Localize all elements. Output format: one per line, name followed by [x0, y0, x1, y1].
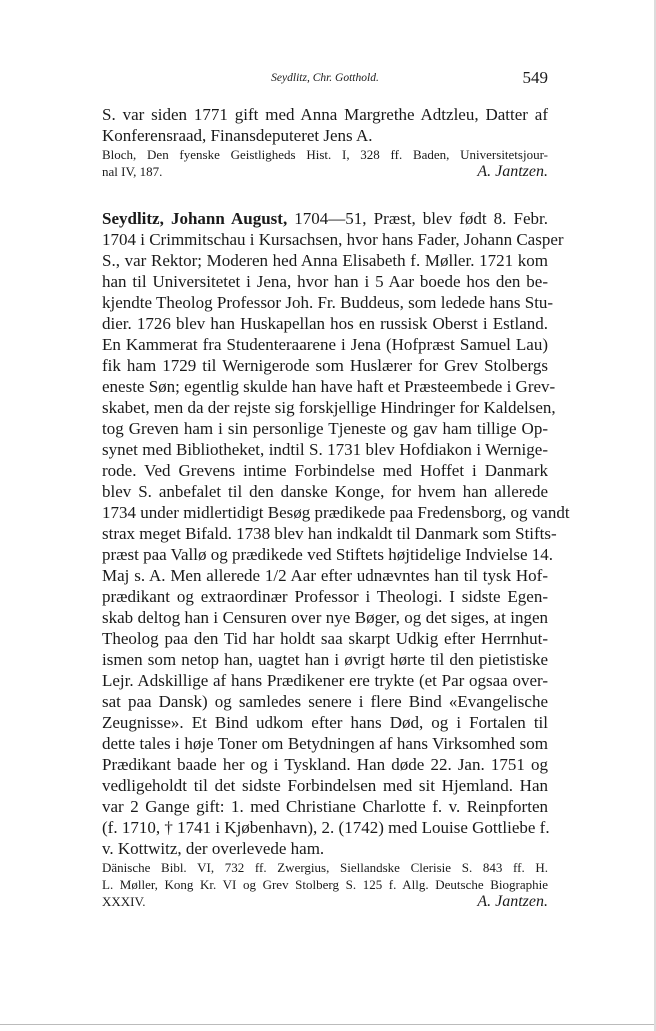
reference-line: Bloch, Den fyenske Geistligheds Hist. I, 328 ff. Baden, Universitetsjour-	[102, 147, 548, 162]
entry-first-line-rest: 1704—51, Præst, blev født 8. Febr.	[287, 209, 548, 228]
text-line: Konferensraad, Finansdeputeret Jens A.	[102, 126, 373, 145]
text-line: En Kammerat fra Studenteraarene i Jena (Hofpræst Samuel Lau)	[102, 335, 548, 354]
text-line: (f. 1710, † 1741 i Kjøbenhavn), 2. (1742) med Louise Gottliebe f.	[102, 818, 550, 837]
bottom-rule	[0, 1024, 656, 1025]
reference-row	[102, 893, 548, 910]
text-line: eneste Søn; egentlig skulde han have haft et Præsteembede i Grev-	[102, 377, 556, 396]
text-line: han til Universitetet i Jena, hvor han i 5 Aar boede hos den be-	[102, 272, 548, 291]
text-line: Prædikant baade her og i Tyskland. Han døde 22. Jan. 1751 og	[102, 755, 548, 774]
reference-row	[102, 163, 548, 180]
entry-seydlitz-johann-august	[102, 208, 570, 910]
text-line: rode. Ved Grevens intime Forbindelse med Hoffet i Danmark	[102, 461, 548, 480]
reference-line: nal IV, 187.	[102, 164, 163, 179]
reference-line: L. Møller, Kong Kr. VI og Grev Stolberg S. 125 f. Allg. Deutsche Biographie	[102, 877, 548, 892]
text-line: tog Greven ham i sin personlige Tjeneste og gav ham tillige Op-	[102, 419, 548, 438]
text-line: v. Kottwitz, der overlevede ham.	[102, 839, 325, 858]
author-signature: A. Jantzen.	[477, 163, 548, 180]
text-line: Lejr. Adskillige af hans Prædikener ere trykte (et Par ogsaa over-	[102, 671, 548, 690]
text-line: strax meget Bifald. 1738 blev han indkaldt til Danmark som Stifts-	[102, 524, 557, 543]
previous-entry	[102, 104, 548, 180]
text-line: S. var siden 1771 gift med Anna Margrethe Adtzleu, Datter af	[102, 105, 548, 124]
text-line: var 2 Gange gift: 1. med Christiane Charlotte f. v. Reinpforten	[102, 797, 548, 816]
text-line: ismen som netop han, uagtet han i øvrigt hørte til den pietistiske	[102, 650, 548, 669]
running-title: Seydlitz, Chr. Gotthold.	[271, 72, 379, 84]
reference-line: XXXIV.	[102, 894, 146, 909]
text-line: dier. 1726 blev han Huskapellan hos en russisk Oberst i Estland.	[102, 314, 548, 333]
text-line: blev S. anbefalet til den danske Konge, for hvem han allerede	[102, 482, 548, 501]
text-line: Zeugnisse». Et Bind udkom efter hans Død, og i Fortalen til	[102, 713, 548, 732]
text-line: fik ham 1729 til Wernigerode som Huslærer for Grev Stolbergs	[102, 356, 548, 375]
text-line: 1734 under midlertidigt Besøg prædikede paa Fredensborg, og vandt	[102, 503, 570, 522]
text-line: præst paa Vallø og prædikede ved Stiftets højtidelige Indvielse 14.	[102, 545, 554, 564]
entry-first-line	[102, 208, 548, 229]
text-line: vedligeholdt til det sidste Forbindelsen med sit Hjemland. Han	[102, 776, 548, 795]
text-line: sat paa Dansk) og samledes senere i flere Bind «Evangelische	[102, 692, 548, 711]
reference-line: Dänische Bibl. VI, 732 ff. Zwergius, Siellandske Clerisie S. 843 ff. H.	[102, 860, 548, 875]
text-line: Theolog paa den Tid har holdt saa skarpt Udkig efter Herrnhut-	[102, 629, 548, 648]
running-header	[100, 68, 550, 90]
page-number: 549	[522, 68, 548, 87]
text-line: synet med Bibliotheket, indtil S. 1731 blev Hofdiakon i Wernige-	[102, 440, 548, 459]
text-line: kjendte Theolog Professor Joh. Fr. Buddeus, som ledede hans Stu-	[102, 293, 554, 312]
text-line: prædikant og extraordinær Professor i Theologi. I sidste Egen-	[102, 587, 548, 606]
text-line: Maj s. A. Men allerede 1/2 Aar efter udnævntes han til tysk Hof-	[102, 566, 548, 585]
text-line: dette tales i høje Toner om Betydningen af hans Virksomhed som	[102, 734, 548, 753]
entry-headword: Seydlitz, Johann August,	[102, 209, 288, 228]
text-line: skabet, men da der rejste sig forskjellige Hindringer for Kaldelsen,	[102, 398, 556, 417]
text-line: S., var Rektor; Moderen hed Anna Elisabeth f. Møller. 1721 kom	[102, 251, 548, 270]
text-line: 1704 i Crimmitschau i Kursachsen, hvor hans Fader, Johann Casper	[102, 230, 564, 249]
text-line: skab deltog han i Censuren over nye Bøger, og det siges, at ingen	[102, 608, 548, 627]
author-signature: A. Jantzen.	[477, 893, 548, 910]
